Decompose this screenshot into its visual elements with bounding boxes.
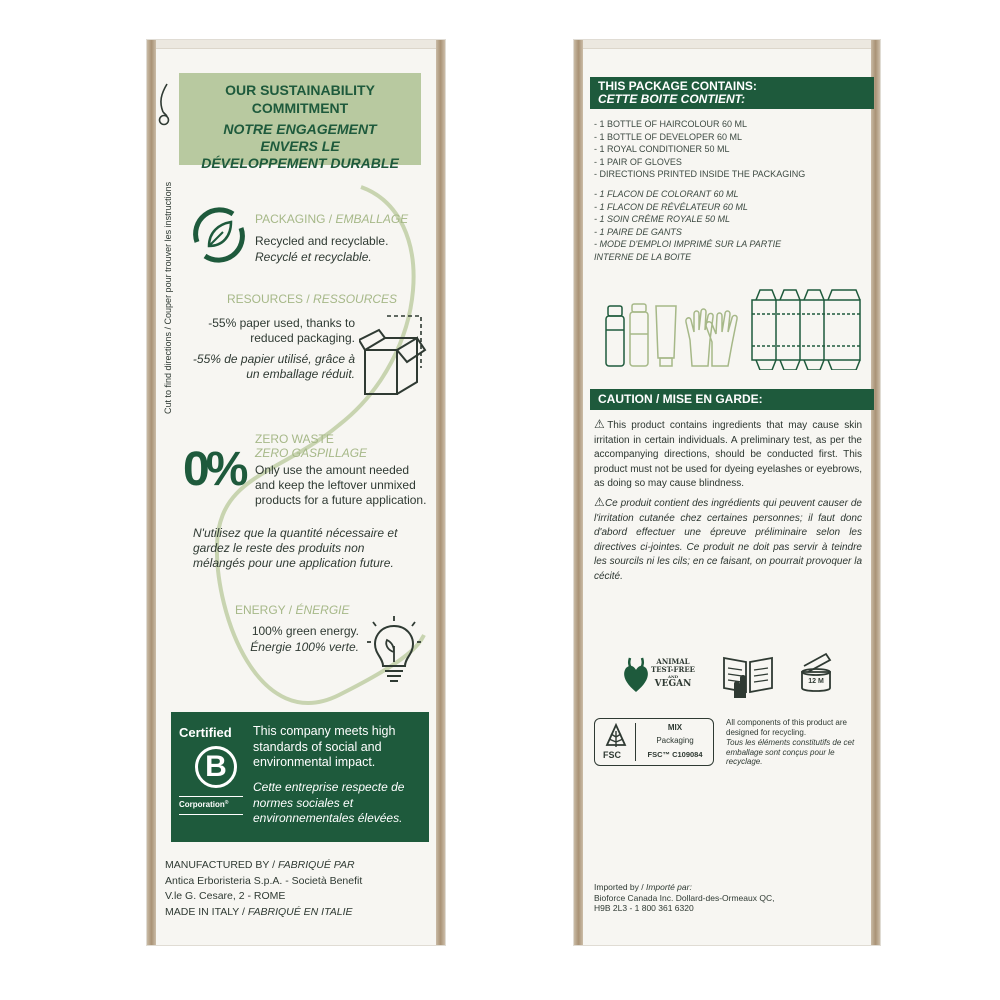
animal-text-3: AND	[667, 674, 679, 679]
right-box-panel	[574, 40, 880, 945]
left-kraft-edge	[147, 40, 156, 945]
warning-icon: ⚠	[594, 417, 608, 431]
caution-body-fr: Ce produit contient des ingrédients qui peuvent causer de l'irritation cutanée chez certaines personnes; il faut donc d'abord effectuer une épreuve préliminaire selon les directives ci-jointes. Ce produit ne doit pas servir à teindre les sourcils ni les cils; en ce faisant, on pourrait provoquer la cécité.	[594, 498, 862, 582]
contents-item: - 1 BOTTLE OF DEVELOPER 60 ML	[594, 131, 743, 142]
contents-item: - DIRECTIONS PRINTED INSIDE THE PACKAGING	[594, 169, 806, 180]
contents-header-en: THIS PACKAGE CONTAINS:	[598, 79, 757, 93]
zero-percent-symbol: 0%	[183, 443, 245, 496]
bunny-heart-icon	[620, 656, 652, 696]
contents-header-fr: CETTE BOITE CONTIENT:	[598, 92, 746, 106]
contents-item: - 1 BOTTLE OF HAIRCOLOUR 60 ML	[594, 119, 748, 129]
contents-item: - 1 ROYAL CONDITIONER 50 ML	[594, 144, 730, 155]
manufactured-by: MANUFACTURED BY /	[165, 859, 276, 871]
fabrique-par: FABRIQUÉ PAR	[278, 859, 355, 871]
fabrique-en-italie: FABRIQUÉ EN ITALIE	[247, 905, 353, 918]
packaging-line-en: Recycled and recyclable.	[255, 234, 389, 248]
zero-waste-text-fr: N'utilisez que la quantité nécessaire et gardez le reste des produits non mélangés pour une application future.	[193, 526, 398, 570]
open-jar-icon	[798, 652, 834, 694]
fsc-divider	[635, 723, 636, 761]
energy-line-fr: Énergie 100% verte.	[250, 640, 359, 654]
manufacturer-origin	[165, 905, 435, 921]
contents-item: - 1 SOIN CRÈME ROYALE 50 ML	[594, 214, 731, 225]
kit-contents-icons	[594, 270, 864, 370]
conditioner-tube-icon	[656, 306, 676, 366]
right-kraft-edge-right	[871, 40, 880, 945]
bcorp-tm: ®	[224, 800, 229, 806]
haircolour-bottle-icon	[606, 306, 624, 366]
contents-item: INTERNE DE LA BOITE	[594, 251, 692, 262]
imported-by: Imported by /	[594, 882, 644, 892]
bcorp-line	[179, 796, 243, 797]
zero-waste-heading-en: ZERO WASTE	[255, 432, 334, 446]
fsc-badge	[594, 718, 714, 766]
unfolded-box-icon	[752, 290, 860, 370]
importer-company: Bioforce Canada Inc. Dollard-des-Ormeaux QC,	[594, 892, 775, 903]
bcorp-text-en: This company meets high standards of social and environmental impact.	[253, 724, 396, 769]
commitment-title-fr: NOTRE ENGAGEMENT ENVERS LE DÉVELOPPEMENT DURABLE	[201, 121, 399, 171]
fsc-logo-text: FSC	[603, 750, 621, 760]
contents-item: - 1 FLACON DE RÉVÉLATEUR 60 ML	[594, 201, 748, 212]
caution-text-en	[594, 417, 862, 492]
bcorp-certified: Certified	[179, 725, 232, 740]
bcorp-box	[171, 712, 429, 842]
resources-heading-fr: RESSOURCES	[313, 292, 398, 306]
fsc-mix: MIX	[667, 723, 683, 732]
zero-waste-text-en: Only use the amount needed and keep the leftover unmixed products for a future application.	[255, 463, 427, 507]
box-icon	[359, 310, 429, 400]
recycling-text-fr: Tous les éléments constitutifs de cet emballage sont conçus pour le recyclage.	[726, 738, 855, 766]
energy-heading-en: ENERGY /	[235, 603, 293, 617]
cut-instruction-text: Cut to find directions / Couper pour trouver les instructions	[163, 181, 173, 414]
caution-body-en: This product contains ingredients that may cause skin irritation in certain individuals. A preliminary test, as per the accompanying directions, should be conducted first. This product must not be used for dyeing eyelashes or eyebrows, as doing so may cause blindness.	[594, 420, 862, 489]
contents-header	[590, 77, 874, 109]
bcorp-corporation-text: Corporation	[179, 800, 225, 809]
bcorp-letter: B	[205, 750, 227, 783]
manufacturer-company: Antica Erboristeria S.p.A. - Società Benefit	[165, 874, 363, 887]
top-fold	[147, 40, 445, 49]
resources-text-en: -55% paper used, thanks to reduced packaging.	[208, 316, 355, 345]
packaging-line-fr: Recyclé et recyclable.	[255, 250, 372, 264]
contents-list-en	[594, 118, 864, 181]
manufacturer-block	[165, 858, 435, 920]
fsc-code: FSC™ C109084	[647, 750, 703, 759]
animal-text-2: TEST-FREE	[650, 665, 695, 674]
manufacturer-address: V.le G. Cesare, 2 - ROME	[165, 890, 286, 902]
bcorp-corporation	[179, 800, 228, 809]
animal-test-free-badge	[620, 656, 710, 696]
energy-line-en: 100% green energy.	[251, 624, 359, 638]
read-instructions-icon	[720, 652, 776, 698]
commitment-header	[179, 73, 421, 171]
gloves-icon	[686, 309, 737, 366]
resources-text-fr: -55% de papier utilisé, grâce à un emballage réduit.	[192, 352, 355, 381]
leaf-recycle-icon	[187, 202, 251, 268]
contents-item: - 1 PAIRE DE GANTS	[594, 226, 682, 237]
importer-line-1	[594, 882, 864, 893]
resources-heading	[227, 292, 397, 307]
zero-waste-heading-fr: ZERO GASPILLAGE	[255, 446, 368, 460]
bcorp-text-fr: Cette entreprise respecte de normes sociales et environnementales élevées.	[253, 780, 405, 825]
left-box-panel	[147, 40, 445, 945]
importer-block	[594, 882, 864, 914]
bcorp-line-2	[179, 814, 243, 815]
pao-label: 12 M	[808, 678, 824, 685]
resources-heading-en: RESOURCES /	[227, 292, 310, 306]
caution-text-fr	[594, 495, 862, 584]
made-in-italy: MADE IN ITALY /	[165, 905, 245, 918]
animal-text-4: VEGAN	[654, 679, 692, 689]
packaging-heading-en: PACKAGING /	[255, 212, 333, 226]
contents-list-fr	[594, 188, 864, 264]
developer-bottle-icon	[630, 304, 648, 366]
contents-item: - MODE D'EMPLOI IMPRIMÉ SUR LA PARTIE	[594, 239, 782, 250]
importe-par: Importé par:	[645, 882, 692, 892]
fsc-packaging: Packaging	[656, 736, 694, 745]
energy-heading-fr: ÉNERGIE	[295, 603, 350, 617]
energy-heading	[235, 603, 350, 618]
commitment-title-en: OUR SUSTAINABILITY COMMITMENT	[225, 82, 375, 116]
animal-text-1: ANIMAL	[656, 657, 690, 666]
recycling-text-en: All components of this product are designed for recycling.	[726, 718, 847, 737]
fsc-tree-icon	[603, 723, 629, 749]
importer-address: H9B 2L3 - 1 800 361 6320	[594, 903, 694, 913]
contents-item: - 1 FLACON DE COLORANT 60 ML	[594, 189, 739, 199]
top-fold-right	[574, 40, 880, 49]
contents-item: - 1 PAIR OF GLOVES	[594, 156, 682, 167]
caution-header: CAUTION / MISE EN GARDE:	[590, 389, 874, 410]
bcorp-logo	[195, 746, 237, 788]
left-kraft-edge-right	[574, 40, 583, 945]
warning-icon-fr: ⚠	[594, 495, 605, 509]
packaging-heading	[255, 212, 408, 227]
lightbulb-icon	[361, 614, 427, 688]
packaging-heading-fr: EMBALLAGE	[335, 212, 409, 226]
manufacturer-line-1	[165, 858, 435, 874]
